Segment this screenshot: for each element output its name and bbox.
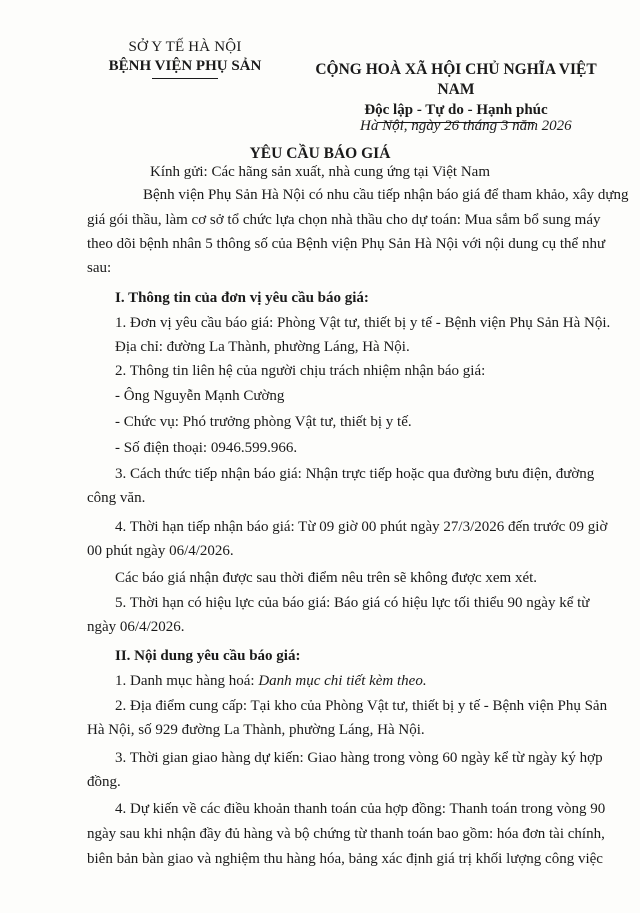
body-line: ngày sau khi nhận đầy đủ hàng và bộ chứng từ thanh toán bao gồm: hóa đơn tài chính, <box>87 826 605 842</box>
intro-line: sau: <box>87 260 112 276</box>
recipient-line: Kính gửi: Các hãng sản xuất, nhà cung ứng tại Việt Nam <box>149 164 490 180</box>
body-line: đồng. <box>87 774 121 790</box>
intro-line: giá gói thầu, làm cơ sở tổ chức lựa chọn nhà thầu cho dự toán: Mua sắm bổ sung máy <box>87 212 601 228</box>
body-line: 5. Thời hạn có hiệu lực của báo giá: Báo giá có hiệu lực tối thiểu 90 ngày kể từ <box>115 595 590 611</box>
body-line: 4. Dự kiến về các điều khoản thanh toán của hợp đồng: Thanh toán trong vòng 90 <box>115 801 606 817</box>
national-motto: Độc lập - Tự do - Hạnh phúc <box>364 102 548 118</box>
body-line: Các báo giá nhận được sau thời điểm nêu trên sẽ không được xem xét. <box>115 570 538 586</box>
contact-name: - Ông Nguyễn Mạnh Cường <box>115 388 285 404</box>
goods-list-label: 1. Danh mục hàng hoá: <box>115 673 259 689</box>
national-header <box>296 60 616 123</box>
issuer-underline <box>152 78 218 79</box>
issuer-block <box>100 38 270 79</box>
body-line: 4. Thời hạn tiếp nhận báo giá: Từ 09 giờ 00 phút ngày 27/3/2026 đến trước 09 giờ <box>115 519 608 535</box>
body-line: 00 phút ngày 06/4/2026. <box>87 543 234 559</box>
document-title: YÊU CẦU BÁO GIÁ <box>249 145 391 162</box>
contact-position: - Chức vụ: Phó trưởng phòng Vật tư, thiết bị y tế. <box>115 414 412 430</box>
body-line: Địa chỉ: đường La Thành, phường Láng, Hà Nội. <box>115 339 410 355</box>
body-line: 3. Thời gian giao hàng dự kiến: Giao hàng trong vòng 60 ngày kể từ ngày ký hợp <box>115 750 603 766</box>
goods-list-note: Danh mục chi tiết kèm theo. <box>258 673 427 689</box>
section-heading-1: I. Thông tin của đơn vị yêu cầu báo giá: <box>115 290 369 306</box>
body-line: 2. Địa điểm cung cấp: Tại kho của Phòng Vật tư, thiết bị y tế - Bệnh viện Phụ Sản <box>115 698 608 714</box>
body-line: 2. Thông tin liên hệ của người chịu trách nhiệm nhận báo giá: <box>115 363 486 379</box>
intro-line: Bệnh viện Phụ Sản Hà Nội có nhu cầu tiếp nhận báo giá để tham khảo, xây dựng <box>143 187 629 203</box>
contact-phone: - Số điện thoại: 0946.599.966. <box>115 440 298 456</box>
hospital-name: BỆNH VIỆN PHỤ SẢN <box>108 58 262 74</box>
body-line: ngày 06/4/2026. <box>87 619 185 635</box>
intro-line: theo dõi bệnh nhân 5 thông số của Bệnh viện Phụ Sản Hà Nội với nội dung cụ thể như <box>87 236 606 252</box>
body-line: 1. Đơn vị yêu cầu báo giá: Phòng Vật tư, thiết bị y tế - Bệnh viện Phụ Sản Hà Nội. <box>115 315 611 331</box>
body-line: biên bản bàn giao và nghiệm thu hàng hóa, bảng xác định giá trị khối lượng công việc <box>87 851 603 867</box>
body-line: Hà Nội, số 929 đường La Thành, phường Láng, Hà Nội. <box>87 722 425 738</box>
body-line: công văn. <box>87 490 146 506</box>
section-heading-2: II. Nội dung yêu cầu báo giá: <box>115 648 301 664</box>
body-line: 3. Cách thức tiếp nhận báo giá: Nhận trực tiếp hoặc qua đường bưu điện, đường <box>115 466 595 482</box>
agency-name: SỞ Y TẾ HÀ NỘI <box>128 39 242 55</box>
body-line <box>115 672 427 691</box>
document-date: Hà Nội, ngày 26 tháng 3 năm 2026 <box>360 118 572 134</box>
nation-name: CỘNG HOÀ XÃ HỘI CHỦ NGHĨA VIỆT NAM <box>315 61 597 98</box>
